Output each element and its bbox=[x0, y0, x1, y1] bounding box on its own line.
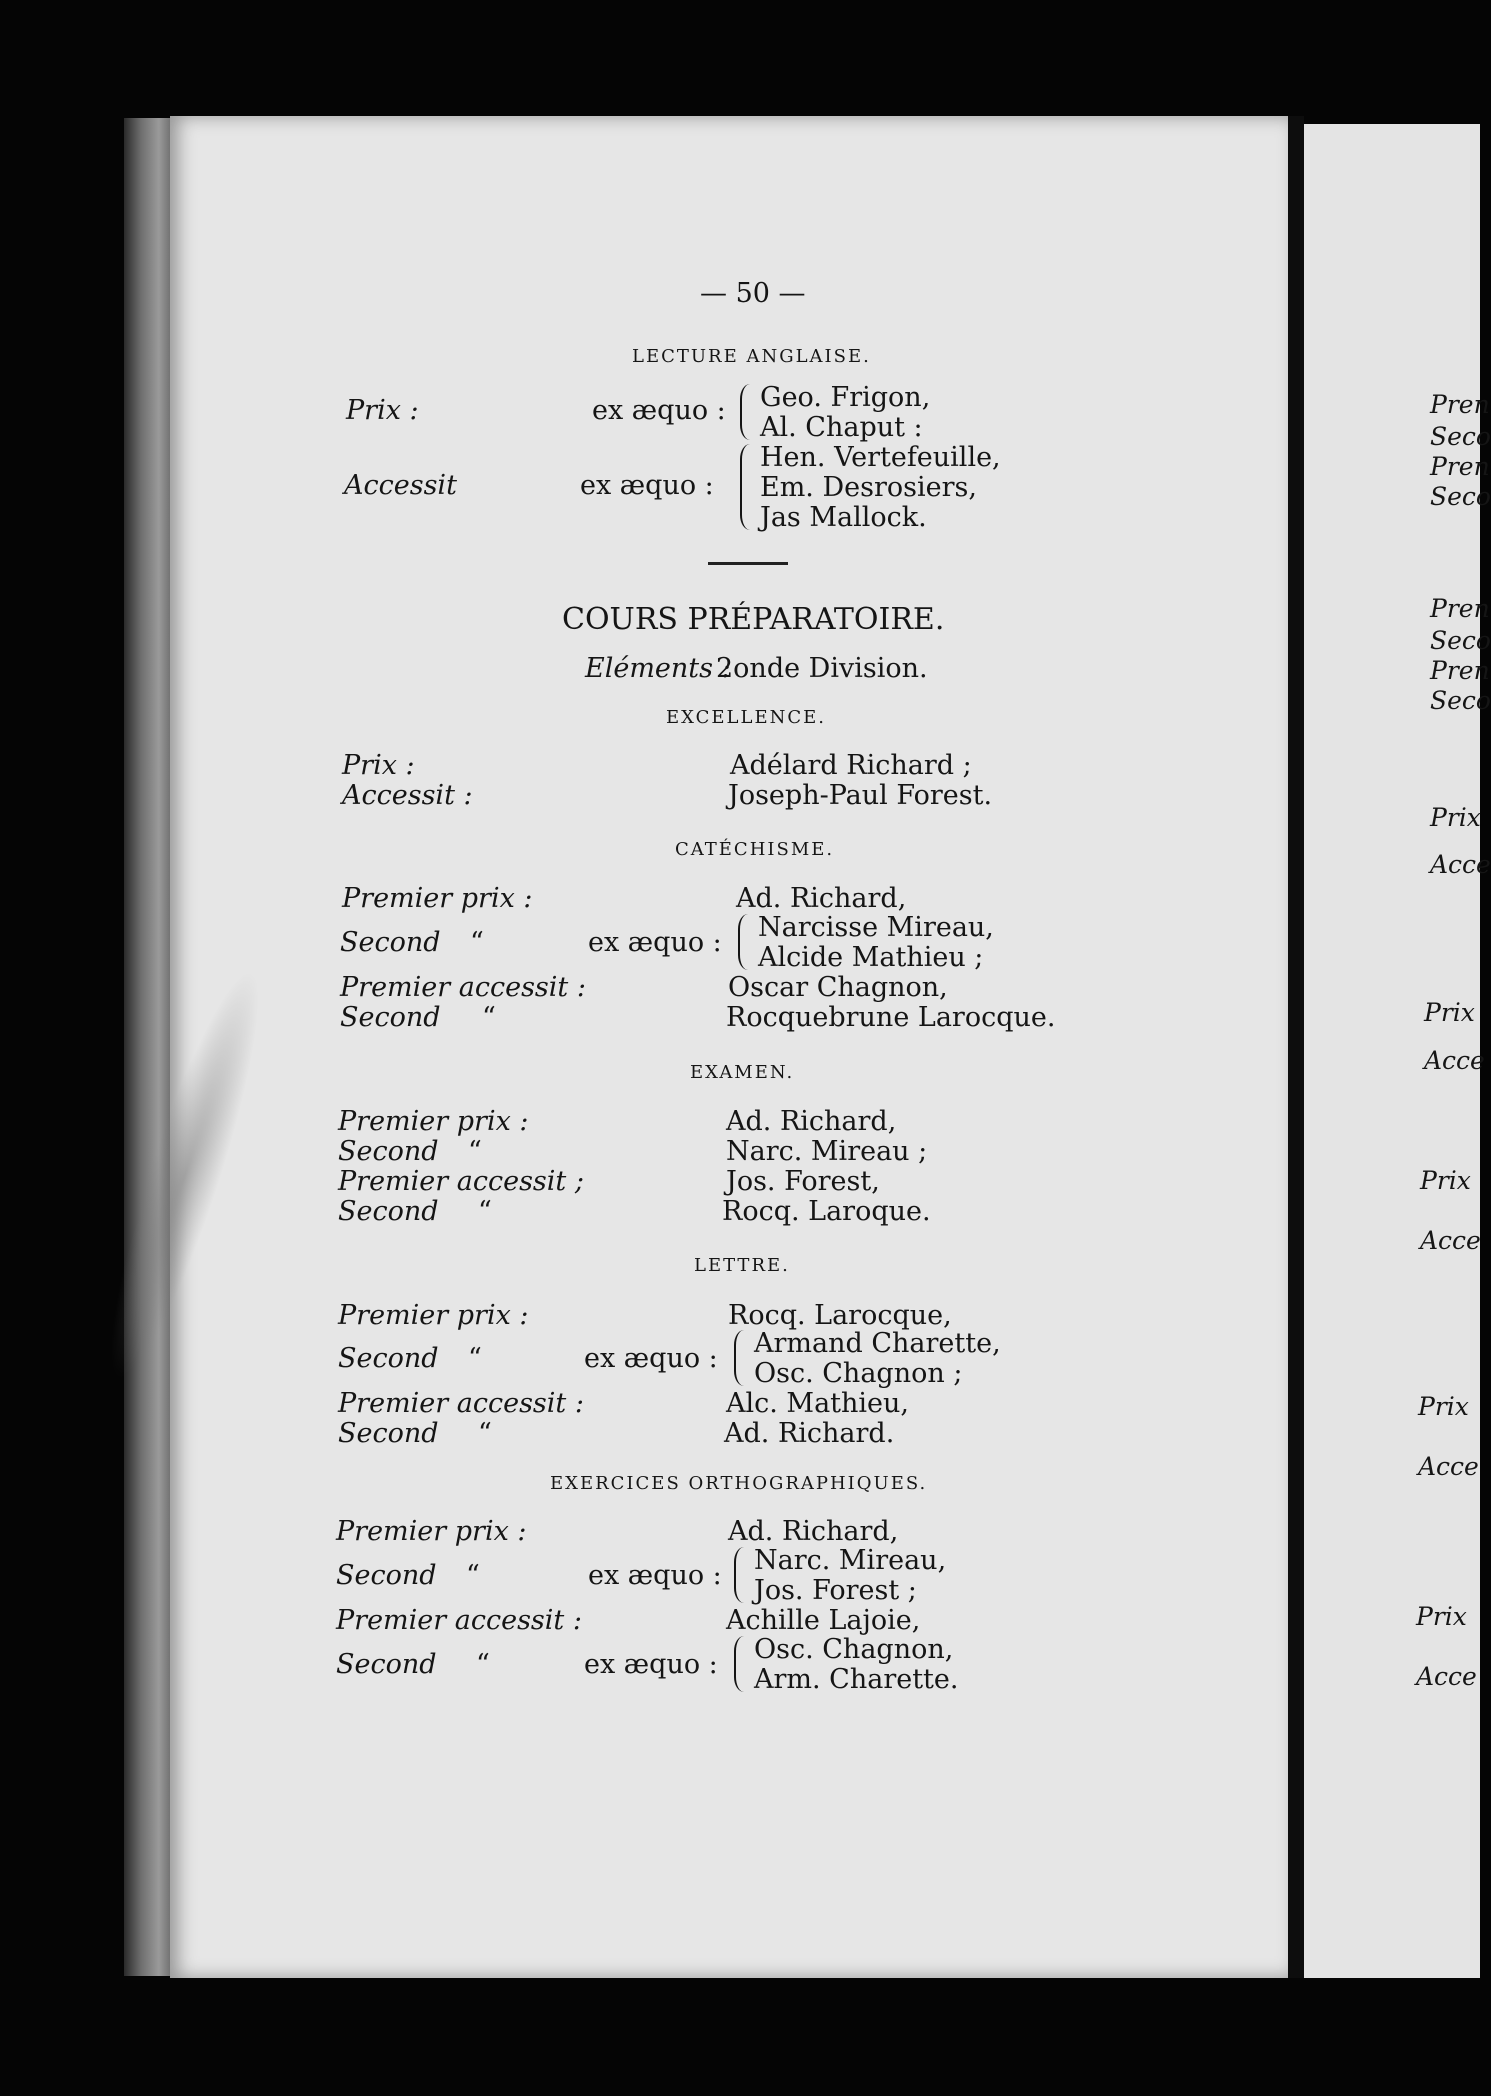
lettre-second-label: Second bbox=[338, 1343, 439, 1374]
brace bbox=[740, 384, 750, 440]
ditto-mark: “ bbox=[482, 1002, 496, 1033]
exercices-second-label: Second bbox=[336, 1560, 437, 1591]
section-heading-lecture: LECTURE ANGLAISE. bbox=[632, 346, 871, 367]
lecture-prix-name-2: Al. Chaput : bbox=[760, 412, 923, 443]
right-fragment: Prix bbox=[1424, 998, 1475, 1027]
cours-title: COURS PRÉPARATOIRE. bbox=[562, 602, 945, 637]
right-fragment: Acce bbox=[1420, 1226, 1481, 1255]
catechisme-premier-prix-name: Ad. Richard, bbox=[736, 883, 907, 914]
catechisme-second-accessit-label: Second bbox=[340, 1002, 441, 1033]
exercices-second-name-1: Narc. Mireau, bbox=[754, 1545, 947, 1576]
right-fragment: Seco bbox=[1430, 626, 1491, 655]
ditto-mark: “ bbox=[478, 1196, 492, 1227]
right-fragment: Prix bbox=[1430, 803, 1481, 832]
right-fragment: Prix bbox=[1416, 1602, 1467, 1631]
lettre-second-name-2: Osc. Chagnon ; bbox=[754, 1358, 963, 1389]
lettre-premier-prix-label: Premier prix : bbox=[338, 1300, 529, 1331]
catechisme-premier-accessit-label: Premier accessit : bbox=[340, 972, 586, 1003]
examen-premier-prix-name: Ad. Richard, bbox=[726, 1106, 897, 1137]
catechisme-aequo: ex æquo : bbox=[588, 927, 722, 958]
page-number: — 50 — bbox=[700, 278, 806, 309]
ditto-mark: “ bbox=[468, 1136, 482, 1167]
examen-second-name: Narc. Mireau ; bbox=[726, 1136, 928, 1167]
examen-second-label: Second bbox=[338, 1136, 439, 1167]
exercices-premier-accessit-name: Achille Lajoie, bbox=[726, 1605, 921, 1636]
right-fragment: Prix bbox=[1418, 1392, 1469, 1421]
right-fragment: Acce bbox=[1430, 850, 1491, 879]
brace bbox=[734, 1636, 744, 1692]
exercices-second-name-2: Jos. Forest ; bbox=[754, 1575, 917, 1606]
lecture-accessit-aequo: ex æquo : bbox=[580, 470, 714, 501]
section-heading-examen: EXAMEN. bbox=[690, 1062, 795, 1083]
right-fragment: Pren bbox=[1430, 594, 1490, 623]
right-fragment: Pren bbox=[1430, 452, 1490, 481]
ditto-mark: “ bbox=[468, 1343, 482, 1374]
exercices-premier-prix-name: Ad. Richard, bbox=[728, 1516, 899, 1547]
right-fragment: Seco bbox=[1430, 686, 1491, 715]
exercices-premier-accessit-label: Premier accessit : bbox=[336, 1605, 582, 1636]
lettre-second-accessit-name: Ad. Richard. bbox=[724, 1418, 895, 1449]
section-divider bbox=[708, 562, 788, 565]
catechisme-second-accessit-name: Rocquebrune Larocque. bbox=[726, 1002, 1056, 1033]
excellence-accessit-name: Joseph-Paul Forest. bbox=[728, 780, 993, 811]
lecture-prix-name-1: Geo. Frigon, bbox=[760, 382, 931, 413]
lecture-accessit-name-3: Jas Mallock. bbox=[760, 502, 927, 533]
examen-premier-prix-label: Premier prix : bbox=[338, 1106, 529, 1137]
brace bbox=[734, 1547, 744, 1603]
ditto-mark: “ bbox=[470, 927, 484, 958]
exercices-second-accessit-label: Second bbox=[336, 1649, 437, 1680]
page-gutter bbox=[1288, 116, 1304, 1978]
lettre-aequo: ex æquo : bbox=[584, 1343, 718, 1374]
right-fragment: Pren bbox=[1430, 390, 1490, 419]
right-fragment: Pren bbox=[1430, 656, 1490, 685]
examen-second-accessit-name: Rocq. Laroque. bbox=[722, 1196, 931, 1227]
excellence-prix-label: Prix : bbox=[342, 750, 415, 781]
right-fragment: Seco bbox=[1430, 482, 1491, 511]
exercices-aequo: ex æquo : bbox=[588, 1560, 722, 1591]
exercices-second-accessit-aequo: ex æquo : bbox=[584, 1649, 718, 1680]
ditto-mark: “ bbox=[476, 1649, 490, 1680]
catechisme-premier-accessit-name: Oscar Chagnon, bbox=[728, 972, 948, 1003]
catechisme-second-name-2: Alcide Mathieu ; bbox=[758, 942, 984, 973]
left-page bbox=[170, 116, 1288, 1978]
brace bbox=[738, 914, 748, 970]
lecture-accessit-label: Accessit bbox=[344, 470, 457, 501]
lecture-prix-aequo: ex æquo : bbox=[592, 395, 726, 426]
lettre-premier-accessit-label: Premier accessit : bbox=[338, 1388, 584, 1419]
brace bbox=[734, 1330, 744, 1386]
right-fragment: Acce bbox=[1416, 1662, 1477, 1691]
lettre-second-accessit-label: Second bbox=[338, 1418, 439, 1449]
ditto-mark: “ bbox=[478, 1418, 492, 1449]
catechisme-second-label: Second bbox=[340, 927, 441, 958]
right-fragment: Acce bbox=[1424, 1046, 1485, 1075]
section-heading-lettre: LETTRE. bbox=[694, 1255, 790, 1276]
examen-premier-accessit-label: Premier accessit ; bbox=[338, 1166, 584, 1197]
exercices-second-accessit-name-2: Arm. Charette. bbox=[754, 1664, 959, 1695]
section-heading-exercices: EXERCICES ORTHOGRAPHIQUES. bbox=[550, 1473, 928, 1494]
examen-premier-accessit-name: Jos. Forest, bbox=[726, 1166, 880, 1197]
catechisme-premier-prix-label: Premier prix : bbox=[342, 883, 533, 914]
lettre-premier-prix-name: Rocq. Larocque, bbox=[728, 1300, 952, 1331]
right-fragment: Acce bbox=[1418, 1452, 1479, 1481]
lecture-accessit-name-2: Em. Desrosiers, bbox=[760, 472, 977, 503]
ditto-mark: “ bbox=[466, 1560, 480, 1591]
lecture-prix-label: Prix : bbox=[346, 395, 419, 426]
lettre-premier-accessit-name: Alc. Mathieu, bbox=[726, 1388, 909, 1419]
catechisme-second-name-1: Narcisse Mireau, bbox=[758, 912, 994, 943]
lettre-second-name-1: Armand Charette, bbox=[754, 1328, 1001, 1359]
examen-second-accessit-label: Second bbox=[338, 1196, 439, 1227]
brace bbox=[740, 444, 750, 530]
excellence-accessit-label: Accessit : bbox=[342, 780, 473, 811]
section-heading-excellence: EXCELLENCE. bbox=[666, 707, 826, 728]
exercices-second-accessit-name-1: Osc. Chagnon, bbox=[754, 1634, 954, 1665]
right-fragment: Prix bbox=[1420, 1166, 1471, 1195]
right-fragment: Seco bbox=[1430, 422, 1491, 451]
elements-value: 2onde Division. bbox=[716, 653, 928, 684]
lecture-accessit-name-1: Hen. Vertefeuille, bbox=[760, 442, 1001, 473]
exercices-premier-prix-label: Premier prix : bbox=[336, 1516, 527, 1547]
section-heading-catechisme: CATÉCHISME. bbox=[675, 839, 835, 860]
elements-label: Eléments : bbox=[585, 653, 731, 684]
excellence-prix-name: Adélard Richard ; bbox=[730, 750, 972, 781]
